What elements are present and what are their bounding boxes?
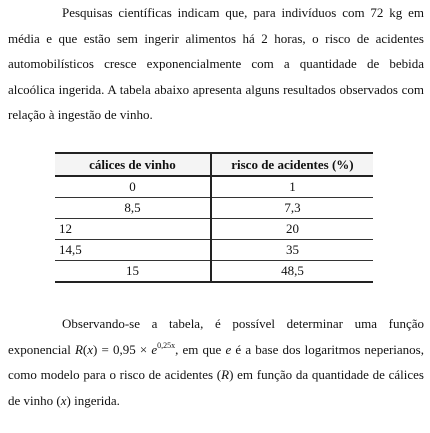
glasses-symbol: x — [60, 392, 67, 408]
function-coefficient: ) = 0,95 × — [93, 341, 152, 357]
cell-glasses: 0 — [55, 176, 211, 198]
function-exponent: 0,25x — [157, 340, 176, 350]
cell-risk: 1 — [211, 176, 373, 198]
table-row — [55, 198, 373, 219]
text-segment: é a base dos logaritmos neperianos, como modelo para o risco de acidentes ( — [8, 341, 424, 382]
text-segment: , em que — [175, 341, 226, 357]
header-accident-risk: risco de acidentes (%) — [211, 153, 373, 176]
table-row — [55, 240, 373, 261]
cell-glasses: 12 — [55, 219, 211, 240]
cell-risk: 7,3 — [211, 198, 373, 219]
cell-glasses: 14,5 — [55, 240, 211, 261]
function-variable: x — [87, 341, 94, 357]
cell-glasses: 8,5 — [55, 198, 211, 219]
function-name: R — [74, 341, 83, 357]
paren-open: ( — [82, 341, 88, 357]
euler-symbol: e — [225, 341, 232, 357]
intro-paragraph: Pesquisas científicas indicam que, para indivíduos com 72 kg em média e que estão sem ingerir alimentos há 2 horas, o risco de acidentes automobilísticos cresce exponencialmente com a quantidade de bebida alcoólica ingerida. A tabela abaixo apresenta alguns resultados observados com relação à ingestão de vinho. — [8, 5, 424, 122]
header-wine-glasses: cálices de vinho — [55, 153, 211, 176]
table-row — [55, 261, 373, 283]
cell-risk: 48,5 — [211, 261, 373, 283]
text-segment: Observando-se a tabela, é possível determinar uma função exponencial — [8, 316, 424, 357]
text-segment: ) em função da quantidade de cálices de vinho ( — [8, 367, 424, 408]
wine-risk-table — [55, 152, 373, 283]
cell-risk: 35 — [211, 240, 373, 261]
cell-glasses: 15 — [55, 261, 211, 283]
table-header-row — [55, 153, 373, 176]
risk-symbol: R — [221, 367, 230, 382]
euler-base: e — [151, 341, 158, 357]
table-row — [55, 176, 373, 198]
table-row — [55, 219, 373, 240]
cell-risk: 20 — [211, 219, 373, 240]
text-segment: ) ingerida. — [66, 392, 120, 408]
model-paragraph — [8, 311, 424, 413]
